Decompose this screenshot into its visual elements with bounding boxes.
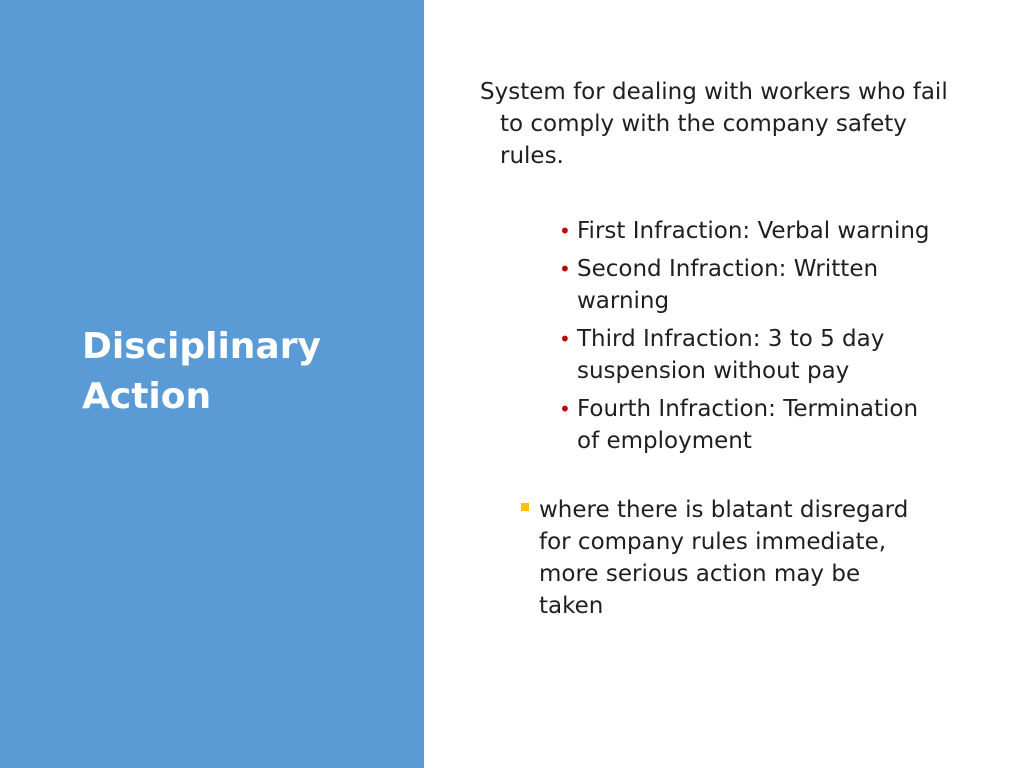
list-item — [559, 393, 947, 457]
infraction-text: Third Infraction: 3 to 5 day suspension without pay — [577, 326, 885, 384]
slide-title-line-1: Disciplinary — [82, 326, 321, 367]
infraction-text: First Infraction: Verbal warning — [577, 218, 930, 244]
bullet-icon: • — [559, 219, 571, 243]
note-text: where there is blatant disregard for company rules immediate, more serious action may be taken — [539, 497, 909, 619]
list-item — [559, 253, 947, 317]
bullet-icon: • — [559, 257, 571, 281]
title-panel — [0, 0, 424, 768]
note-item — [520, 494, 919, 622]
infraction-text: Fourth Infraction: Termination of employment — [577, 396, 919, 454]
square-bullet-icon — [521, 503, 529, 511]
slide-title-line-2: Action — [82, 376, 212, 417]
infraction-text: Second Infraction: Written warning — [577, 256, 879, 314]
bullet-icon: • — [559, 397, 571, 421]
intro-paragraph: System for dealing with workers who fail to comply with the company safety rules. — [480, 79, 948, 169]
list-item — [559, 323, 947, 387]
slide-content — [480, 76, 1000, 622]
slide-title — [82, 322, 402, 422]
list-item — [559, 215, 947, 247]
bullet-icon: • — [559, 327, 571, 351]
infraction-list — [480, 215, 1000, 457]
